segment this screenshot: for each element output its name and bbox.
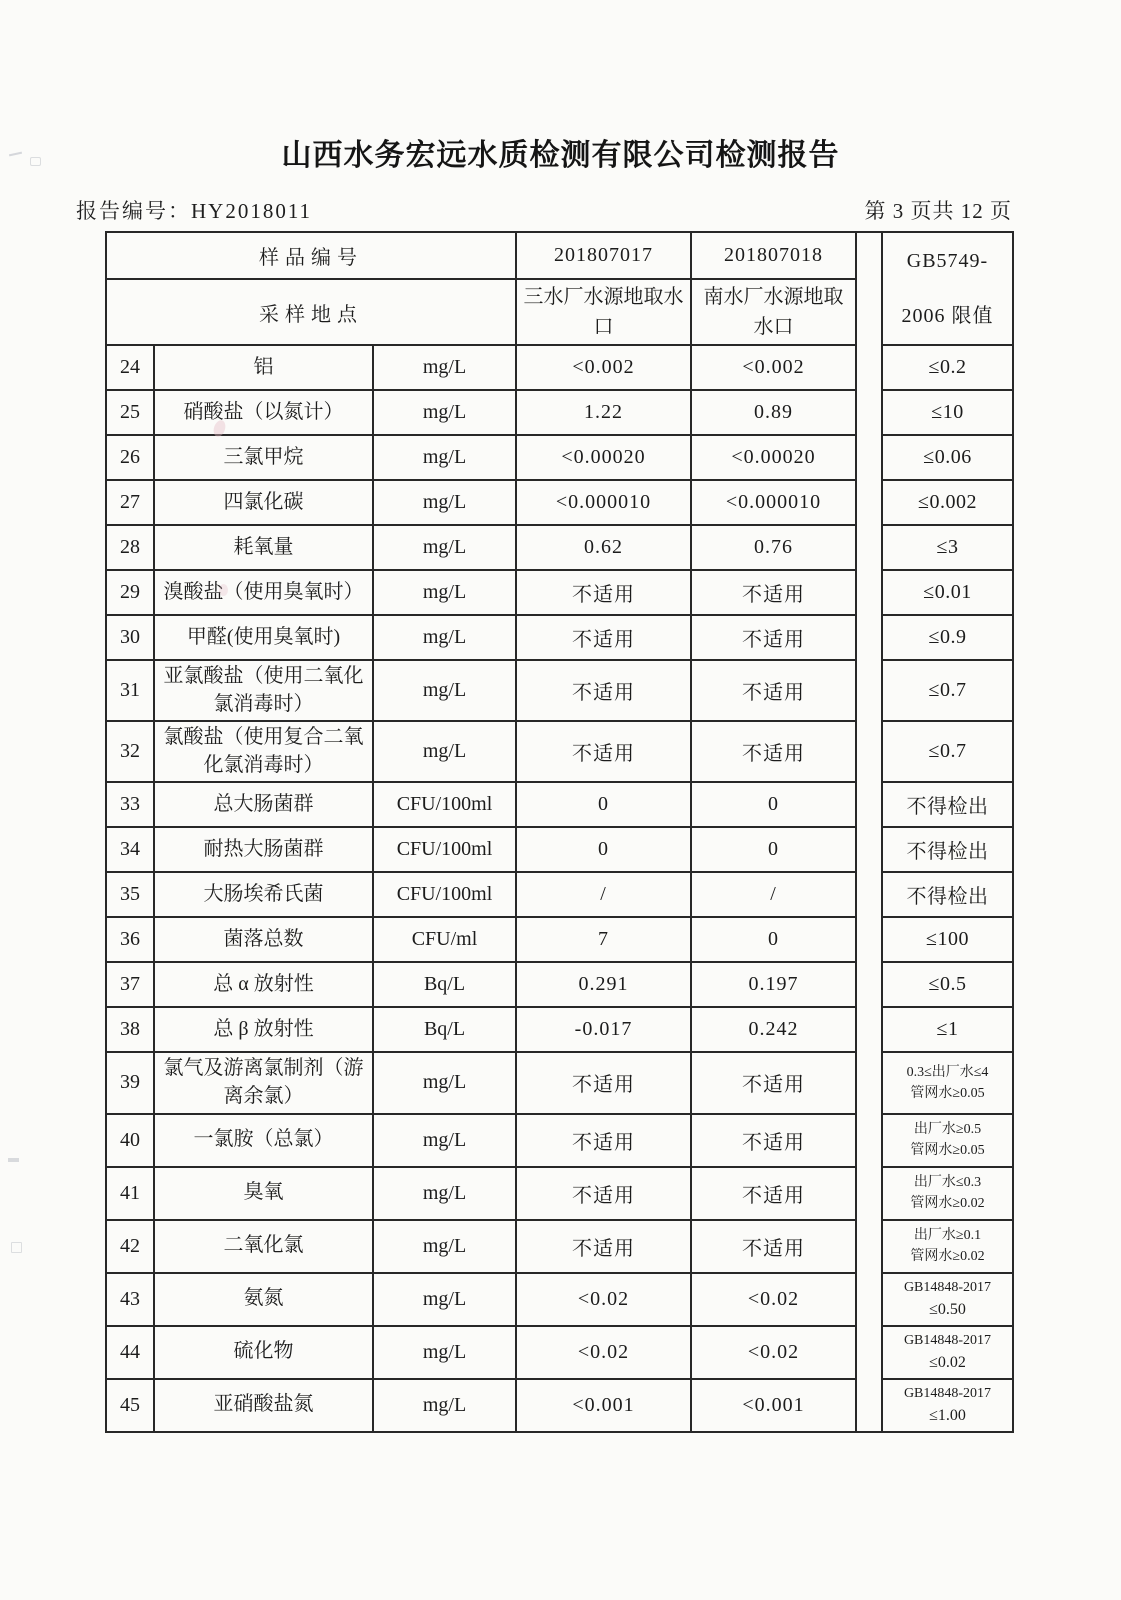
row-number-cell: 30 [106, 615, 154, 660]
row-number-cell: 35 [106, 872, 154, 917]
sample1-value-cell: <0.002 [516, 345, 691, 390]
sample2-value-cell: 不适用 [691, 660, 856, 721]
sample1-value-cell: 不适用 [516, 615, 691, 660]
sample1-value-cell: 1.22 [516, 390, 691, 435]
sample1-location-cell: 三水厂水源地取水口 [516, 279, 691, 345]
row-number-cell: 37 [106, 962, 154, 1007]
row-number-cell: 40 [106, 1114, 154, 1167]
sample2-value-cell: 0.89 [691, 390, 856, 435]
limit-cell: 0.3≤出厂水≤4 管网水≥0.05 [882, 1052, 1013, 1113]
parameter-name-cell: 溴酸盐（使用臭氧时） [154, 570, 373, 615]
unit-cell: CFU/100ml [373, 827, 516, 872]
page-indicator: 第 3 页共 12 页 [864, 199, 1012, 223]
limit-cell: ≤0.7 [882, 721, 1013, 782]
limit-header-line2: 2006 限值 [901, 304, 994, 327]
parameter-name-cell: 总大肠菌群 [154, 782, 373, 827]
scan-artifact [8, 1158, 19, 1162]
sample1-value-cell: <0.001 [516, 1379, 691, 1432]
limit-cell: 出厂水≥0.5 管网水≥0.05 [882, 1114, 1013, 1167]
unit-cell: mg/L [373, 525, 516, 570]
limit-cell: ≤3 [882, 525, 1013, 570]
parameter-name-cell: 菌落总数 [154, 917, 373, 962]
limit-cell: ≤0.06 [882, 435, 1013, 480]
sample2-value-cell: 0 [691, 782, 856, 827]
sample2-value-cell: 0.197 [691, 962, 856, 1007]
row-number-cell: 31 [106, 660, 154, 721]
unit-cell: mg/L [373, 1114, 516, 1167]
sample2-value-cell: 不适用 [691, 721, 856, 782]
limit-cell: GB14848-2017 ≤0.02 [882, 1326, 1013, 1379]
unit-cell: mg/L [373, 570, 516, 615]
parameter-name-cell: 大肠埃希氏菌 [154, 872, 373, 917]
parameter-name-cell: 总 β 放射性 [154, 1007, 373, 1052]
unit-cell: mg/L [373, 390, 516, 435]
limit-cell: ≤0.01 [882, 570, 1013, 615]
parameter-name-cell: 亚氯酸盐（使用二氧化氯消毒时） [154, 660, 373, 721]
sample1-value-cell: -0.017 [516, 1007, 691, 1052]
row-number-cell: 26 [106, 435, 154, 480]
limit-cell: ≤0.7 [882, 660, 1013, 721]
sample1-value-cell: 不适用 [516, 721, 691, 782]
unit-cell: Bq/L [373, 962, 516, 1007]
row-number-cell: 44 [106, 1326, 154, 1379]
sample2-value-cell: <0.001 [691, 1379, 856, 1432]
sample2-value-cell: <0.002 [691, 345, 856, 390]
parameter-name-cell: 一氯胺（总氯） [154, 1114, 373, 1167]
location-label-cell: 采样地点 [106, 279, 516, 345]
row-number-cell: 38 [106, 1007, 154, 1052]
results-table [105, 231, 1014, 1433]
parameter-name-cell: 臭氧 [154, 1167, 373, 1220]
parameter-name-cell: 硝酸盐（以氮计） [154, 390, 373, 435]
sample2-value-cell: 不适用 [691, 1052, 856, 1113]
sample2-value-cell: <0.00020 [691, 435, 856, 480]
parameter-name-cell: 氯酸盐（使用复合二氧化氯消毒时） [154, 721, 373, 782]
row-number-cell: 39 [106, 1052, 154, 1113]
unit-cell: CFU/ml [373, 917, 516, 962]
sample2-value-cell: 不适用 [691, 615, 856, 660]
row-number-cell: 24 [106, 345, 154, 390]
row-number-cell: 29 [106, 570, 154, 615]
sample2-value-cell: <0.02 [691, 1273, 856, 1326]
row-number-cell: 34 [106, 827, 154, 872]
sample1-value-cell: 不适用 [516, 660, 691, 721]
parameter-name-cell: 亚硝酸盐氮 [154, 1379, 373, 1432]
limit-cell: ≤10 [882, 390, 1013, 435]
sample1-value-cell: 0.62 [516, 525, 691, 570]
limit-cell: GB14848-2017 ≤0.50 [882, 1273, 1013, 1326]
row-number-cell: 45 [106, 1379, 154, 1432]
unit-cell: mg/L [373, 615, 516, 660]
report-meta [76, 195, 1012, 225]
sample1-value-cell: 不适用 [516, 1114, 691, 1167]
sample1-value-cell: 不适用 [516, 1052, 691, 1113]
sample2-value-cell: 0.242 [691, 1007, 856, 1052]
unit-cell: mg/L [373, 1379, 516, 1432]
sample1-value-cell: <0.00020 [516, 435, 691, 480]
sample1-value-cell: <0.000010 [516, 480, 691, 525]
unit-cell: mg/L [373, 435, 516, 480]
sample1-value-cell: 0 [516, 827, 691, 872]
parameter-name-cell: 甲醛(使用臭氧时) [154, 615, 373, 660]
sample1-value-cell: / [516, 872, 691, 917]
results-table-body [106, 232, 1013, 1432]
row-number-cell: 36 [106, 917, 154, 962]
sample2-value-cell: <0.000010 [691, 480, 856, 525]
sample2-value-cell: 0 [691, 917, 856, 962]
unit-cell: mg/L [373, 1167, 516, 1220]
sample1-value-cell: 0.291 [516, 962, 691, 1007]
row-number-cell: 28 [106, 525, 154, 570]
gutter-column [856, 232, 882, 1432]
unit-cell: Bq/L [373, 1007, 516, 1052]
sample1-value-cell: <0.02 [516, 1273, 691, 1326]
parameter-name-cell: 耗氧量 [154, 525, 373, 570]
unit-cell: mg/L [373, 721, 516, 782]
sample2-value-cell: 不适用 [691, 1114, 856, 1167]
sample2-value-cell: 不适用 [691, 570, 856, 615]
limit-cell: ≤0.9 [882, 615, 1013, 660]
sample1-value-cell: <0.02 [516, 1326, 691, 1379]
limit-cell: 出厂水≤0.3 管网水≥0.02 [882, 1167, 1013, 1220]
sample1-value-cell: 不适用 [516, 570, 691, 615]
row-number-cell: 32 [106, 721, 154, 782]
unit-cell: mg/L [373, 1052, 516, 1113]
sample2-id-cell: 201807018 [691, 232, 856, 279]
parameter-name-cell: 耐热大肠菌群 [154, 827, 373, 872]
limit-cell: ≤0.5 [882, 962, 1013, 1007]
sample1-value-cell: 不适用 [516, 1167, 691, 1220]
unit-cell: CFU/100ml [373, 872, 516, 917]
sample1-value-cell: 不适用 [516, 1220, 691, 1273]
limit-cell: ≤1 [882, 1007, 1013, 1052]
unit-cell: mg/L [373, 1273, 516, 1326]
row-number-cell: 42 [106, 1220, 154, 1273]
limit-header-line1: GB5749- [906, 249, 989, 272]
scan-artifact [11, 1242, 22, 1253]
limit-cell: ≤0.2 [882, 345, 1013, 390]
parameter-name-cell: 硫化物 [154, 1326, 373, 1379]
sample2-value-cell: 0 [691, 827, 856, 872]
sample2-value-cell: / [691, 872, 856, 917]
sample-id-row [106, 232, 1013, 279]
report-title: 山西水务宏远水质检测有限公司检测报告 [281, 138, 840, 173]
sample1-value-cell: 0 [516, 782, 691, 827]
parameter-name-cell: 二氧化氯 [154, 1220, 373, 1273]
row-number-cell: 25 [106, 390, 154, 435]
parameter-name-cell: 总 α 放射性 [154, 962, 373, 1007]
limit-cell: ≤0.002 [882, 480, 1013, 525]
limit-header-cell [882, 232, 1013, 345]
unit-cell: mg/L [373, 480, 516, 525]
limit-cell: 不得检出 [882, 782, 1013, 827]
unit-cell: mg/L [373, 1326, 516, 1379]
unit-cell: mg/L [373, 1220, 516, 1273]
limit-cell: GB14848-2017 ≤1.00 [882, 1379, 1013, 1432]
row-number-cell: 41 [106, 1167, 154, 1220]
row-number-cell: 43 [106, 1273, 154, 1326]
parameter-name-cell: 氨氮 [154, 1273, 373, 1326]
row-number-cell: 33 [106, 782, 154, 827]
unit-cell: CFU/100ml [373, 782, 516, 827]
sample1-value-cell: 7 [516, 917, 691, 962]
sample-id-label-cell: 样品编号 [106, 232, 516, 279]
limit-cell: 不得检出 [882, 872, 1013, 917]
limit-cell: ≤100 [882, 917, 1013, 962]
unit-cell: mg/L [373, 660, 516, 721]
unit-cell: mg/L [373, 345, 516, 390]
parameter-name-cell: 四氯化碳 [154, 480, 373, 525]
parameter-name-cell: 氯气及游离氯制剂（游离余氯） [154, 1052, 373, 1113]
sample2-value-cell: 不适用 [691, 1220, 856, 1273]
report-number: 报告编号：HY2018011 [76, 199, 313, 223]
parameter-name-cell: 三氯甲烷 [154, 435, 373, 480]
sample1-id-cell: 201807017 [516, 232, 691, 279]
parameter-name-cell: 铝 [154, 345, 373, 390]
sample2-location-cell: 南水厂水源地取水口 [691, 279, 856, 345]
limit-cell: 不得检出 [882, 827, 1013, 872]
row-number-cell: 27 [106, 480, 154, 525]
limit-cell: 出厂水≥0.1 管网水≥0.02 [882, 1220, 1013, 1273]
sample2-value-cell: <0.02 [691, 1326, 856, 1379]
sample2-value-cell: 不适用 [691, 1167, 856, 1220]
sample2-value-cell: 0.76 [691, 525, 856, 570]
